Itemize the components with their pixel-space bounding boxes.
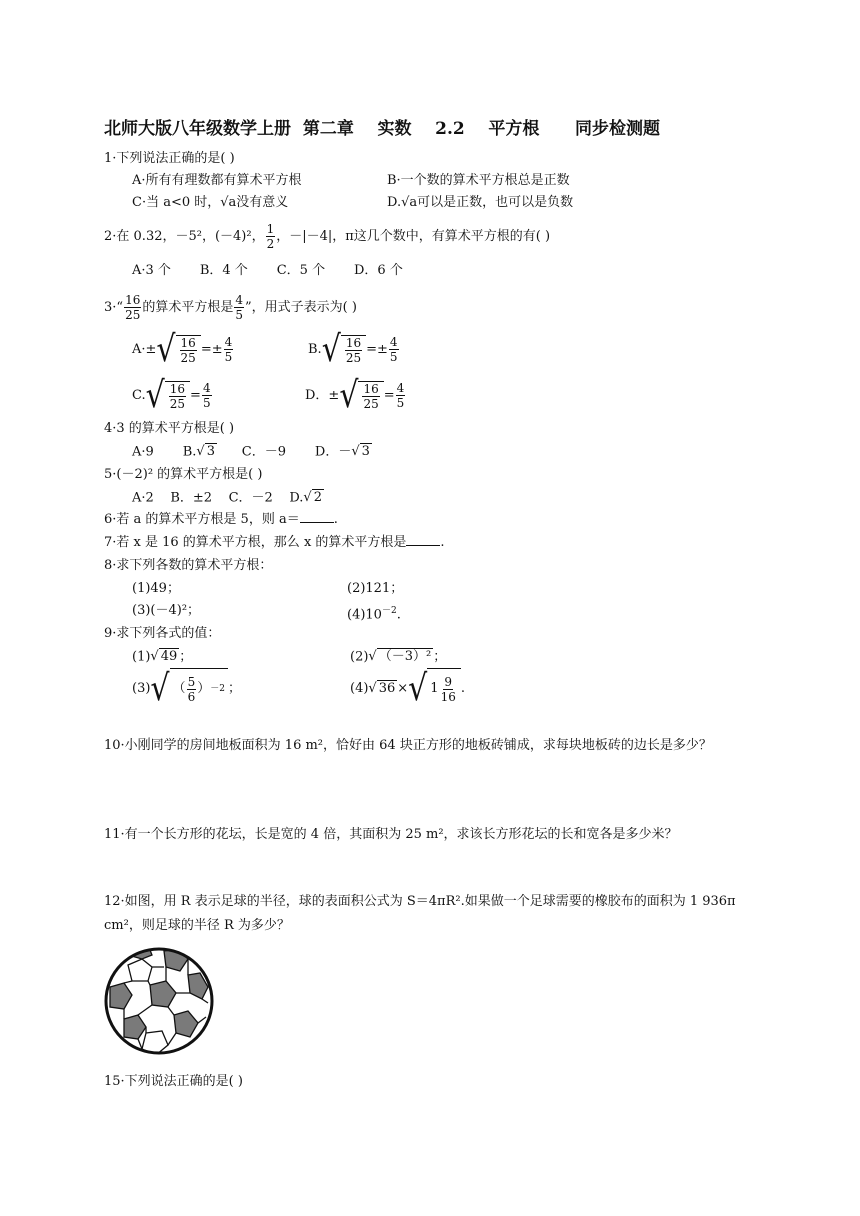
- q9-p4-root: 36: [378, 680, 396, 696]
- q3-option-b: [308, 327, 400, 370]
- q3-d-rden: 5: [396, 396, 405, 410]
- q9-p3-num: 5: [187, 674, 196, 689]
- q4-options-a: A·9 B.: [132, 444, 197, 460]
- q1-option-c: C·当 a<0 时，√a没有意义: [132, 195, 289, 210]
- q2-stem-b: ，－|－4|，π这几个数中，有算术平方根的有( ): [276, 229, 551, 244]
- q5-options-text: A·2 B．±2 C．－2 D.: [132, 490, 304, 506]
- q15-stem: 15·下列说法正确的是( ): [104, 1074, 243, 1089]
- q2-options: A·3 个 B．4 个 C．5 个 D．6 个: [132, 263, 403, 278]
- q7-text: 7·若 x 是 16 的算术平方根，那么 x 的算术平方根是: [104, 535, 407, 550]
- q3-b-den: 25: [345, 350, 362, 365]
- q4-root-b: 3: [206, 444, 215, 459]
- q9-p4-den: 16: [440, 689, 456, 704]
- q3-c-prefix: C.: [132, 388, 146, 403]
- q9-p3-label: (3): [132, 681, 151, 696]
- q3-a-rden: 5: [224, 350, 233, 364]
- q8-p4-base: (4)10: [347, 607, 382, 623]
- q3-option-a: [132, 327, 234, 370]
- q6-tail: .: [333, 512, 338, 527]
- q3-a-radical: √ $\frac{16}{25}$: [156, 335, 200, 365]
- q9-p4-radical: √ 1 $\frac{9}{16}$: [408, 668, 461, 709]
- q9-p3-radical: √ （ $\frac{5}{6}$ ） －2: [150, 668, 228, 709]
- q3-b-eq: =±: [366, 342, 388, 357]
- q9-p2-tail: ；: [433, 649, 447, 665]
- q3-a-num: 16: [180, 335, 196, 350]
- q3-d-rnum: 4: [396, 381, 405, 395]
- q1-option-b: B·一个数的算术平方根总是正数: [387, 173, 570, 188]
- q3-c-eq: =: [190, 388, 201, 403]
- q2-stem: [104, 222, 550, 252]
- q7-answer-blank[interactable]: [406, 545, 440, 546]
- q9-p2-root: （－3）²: [378, 649, 432, 664]
- q3-stem-b: 的算术平方根是: [142, 300, 234, 315]
- q7-tail: .: [440, 535, 445, 550]
- q9-part-4: (4)√ 36 × √ 1 $\frac{9}{16}$ .: [350, 666, 465, 709]
- q8-p4-exp: －2: [381, 606, 397, 616]
- q3-a-den: 25: [180, 350, 196, 365]
- q1-option-d: D.√a可以是正数，也可以是负数: [387, 195, 574, 210]
- q3-frac-1: [124, 293, 141, 322]
- q4-root-d: 3: [361, 444, 370, 459]
- soccer-ball-figure: [102, 945, 216, 1057]
- q3-a-prefix: A·±: [132, 342, 157, 357]
- q3-frac-1-num: 16: [125, 293, 141, 307]
- q10-text: 10·小刚同学的房间地板面积为 16 m²，恰好由 64 块正方形的地板砖铺成，求每块地板砖的边长是多少？: [104, 738, 712, 753]
- q9-p4-whole: 1: [430, 681, 439, 696]
- q3-stem-c: ”，用式子表示为( ): [245, 300, 357, 315]
- q2-stem-a: 2·在 0.32，－5²，(－4)²，: [104, 229, 265, 244]
- q4-options: A·9 B.√ 3 C．－9 D．－√ 3: [132, 444, 370, 460]
- q1-stem: 1·下列说法正确的是( ): [104, 151, 235, 166]
- q3-c-radical: √ $\frac{16}{25}$: [146, 381, 190, 411]
- q9-p3-exp: －2: [210, 684, 225, 694]
- q3-option-d: [305, 373, 406, 416]
- q9-p3-tail: ；: [227, 681, 241, 696]
- q9-p1-tail: ；: [179, 649, 193, 665]
- q3-option-c: [132, 373, 213, 416]
- q12-text: 12·如图，用 R 表示足球的半径，球的表面积公式为 S＝4πR².如果做一个足球需要的橡胶布的面积为 1 936π cm²，则足球的半径 R 为多少？: [104, 894, 736, 933]
- q2-frac-num: 1: [266, 222, 275, 236]
- q2-frac-den: 2: [266, 237, 275, 251]
- q3-c-rnum: 4: [202, 381, 211, 395]
- q3-b-num: 16: [345, 335, 362, 350]
- q6-answer-blank[interactable]: [300, 522, 334, 523]
- q8-part-1: (1)49；: [132, 581, 180, 596]
- q9-part-2: (2)√ （－3）² ；: [350, 649, 447, 665]
- q8-stem: 8·求下列各数的算术平方根：: [104, 558, 273, 573]
- q3-frac-2-den: 5: [235, 308, 243, 322]
- q3-b-rnum: 4: [389, 335, 398, 349]
- q6-text: 6·若 a 的算术平方根是 5，则 a＝: [104, 512, 300, 527]
- q3-c-rden: 5: [202, 396, 211, 410]
- q4-stem: 4·3 的算术平方根是( ): [104, 421, 235, 436]
- q8-part-2: (2)121；: [347, 581, 404, 596]
- q3-stem-a: 3·“: [104, 300, 124, 315]
- q3-frac-1-den: 25: [125, 308, 141, 322]
- q5-stem: 5·(－2)² 的算术平方根是( ): [104, 467, 263, 482]
- q3-frac-2-num: 4: [235, 293, 243, 307]
- q9-p4-num: 9: [444, 674, 453, 689]
- q9-p4-label: (4): [350, 681, 369, 696]
- q7-stem: [104, 534, 445, 552]
- q3-b-prefix: B.: [308, 342, 322, 357]
- q3-d-prefix: D．±: [305, 388, 340, 403]
- q3-a-eq: =±: [200, 342, 223, 357]
- q5-root-d: 2: [313, 490, 322, 505]
- q3-frac-2: [234, 293, 244, 322]
- q9-p1-label: (1): [132, 649, 151, 665]
- q9-p4-tail: .: [460, 681, 465, 696]
- q3-b-radical: √ $\frac{16}{25}$: [322, 335, 366, 365]
- q9-p4-times: ×: [397, 681, 409, 696]
- q5-options: A·2 B．±2 C．－2 D.√ 2: [132, 490, 322, 506]
- q9-part-1: (1)√ 49 ；: [132, 649, 193, 665]
- q9-stem: 9·求下列各式的值：: [104, 626, 221, 641]
- q8-part-4: [347, 602, 401, 624]
- q2-fraction: [266, 222, 276, 251]
- q9-p1-root: 49: [160, 649, 178, 664]
- q8-p4-tail: .: [396, 607, 401, 623]
- q3-d-den: 25: [363, 396, 379, 411]
- q3-d-eq: =: [383, 388, 395, 403]
- q6-stem: [104, 511, 338, 529]
- q3-b-rden: 5: [389, 350, 398, 364]
- q3-a-rnum: 4: [224, 335, 233, 349]
- q9-p2-label: (2): [350, 649, 369, 665]
- q9-p3-den: 6: [187, 689, 196, 704]
- q3-d-num: 16: [363, 381, 379, 396]
- q9-part-3: [132, 668, 241, 709]
- q11-text: 11·有一个长方形的花坛，长是宽的 4 倍，其面积为 25 m²，求该长方形花坛的长和宽各是多少米？: [104, 827, 678, 842]
- q3-c-num: 16: [169, 381, 186, 396]
- q3-stem: [104, 290, 357, 326]
- q1-option-a: A·所有有理数都有算术平方根: [132, 173, 302, 188]
- page-title: 北师大版八年级数学上册 第二章 实数 2.2 平方根 同步检测题: [104, 119, 660, 139]
- q8-part-3: (3)(－4)²；: [132, 603, 201, 618]
- q3-c-den: 25: [169, 396, 186, 411]
- q3-d-radical: √ $\frac{16}{25}$: [339, 381, 383, 411]
- q4-options-b: C．－9 D．－: [216, 444, 352, 460]
